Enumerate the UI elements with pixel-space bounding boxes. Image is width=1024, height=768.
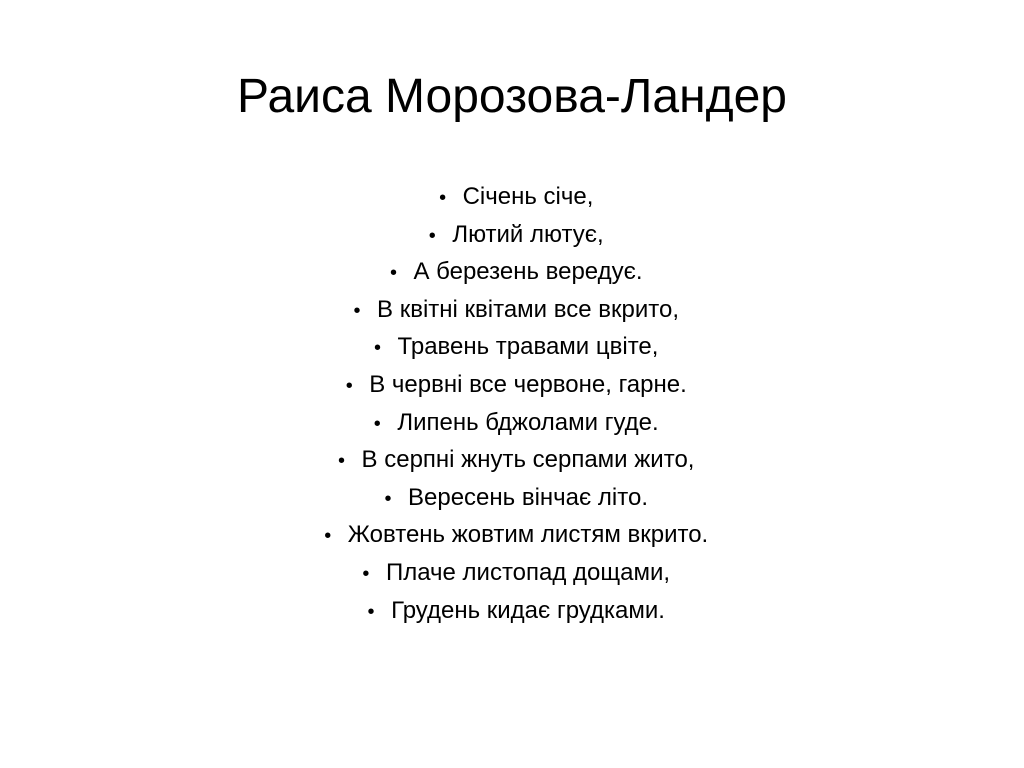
list-item (0, 516, 1024, 554)
poem-line: В червні все червоне, гарне. (369, 370, 687, 398)
bullet-icon: • (428, 224, 436, 247)
slide-title: Раиса Морозова-Ландер (237, 70, 787, 123)
list-item (0, 592, 1024, 630)
poem-line: Січень січе, (462, 183, 594, 210)
poem-line: Грудень кидає грудками. (391, 596, 665, 624)
poem-line: Лютий лютує, (452, 220, 604, 248)
poem-line: А березень вередує. (413, 258, 643, 286)
list-item (0, 328, 1024, 366)
list-item (0, 441, 1024, 479)
bullet-icon: • (439, 187, 447, 209)
bullet-icon: • (389, 262, 397, 285)
poem-line: В серпні жнуть серпами жито, (361, 446, 695, 474)
list-item (0, 366, 1024, 404)
poem-line: Вересень вінчає літо. (408, 483, 648, 511)
poem-bullet-list (0, 178, 1024, 629)
bullet-icon: • (353, 299, 361, 322)
bullet-icon: • (367, 600, 375, 623)
bullet-icon: • (374, 337, 382, 360)
list-item (0, 253, 1024, 291)
poem-line: Плаче листопад дощами, (385, 558, 671, 586)
list-item (0, 216, 1024, 254)
list-item (0, 291, 1024, 329)
bullet-icon: • (384, 487, 392, 510)
bullet-icon: • (345, 374, 353, 397)
bullet-icon: • (373, 412, 381, 435)
poem-line: Травень травами цвіте, (397, 333, 659, 361)
bullet-icon: • (338, 450, 346, 473)
list-item (0, 554, 1024, 592)
bullet-icon: • (362, 562, 370, 585)
poem-line: Жовтень жовтим листям вкрито. (347, 521, 709, 549)
list-item (0, 479, 1024, 517)
list-item (0, 178, 1024, 216)
list-item (0, 404, 1024, 442)
poem-line: Липень бджолами гуде. (397, 408, 659, 436)
bullet-icon: • (324, 525, 332, 548)
poem-line: В квітні квітами все вкрито, (377, 295, 679, 323)
